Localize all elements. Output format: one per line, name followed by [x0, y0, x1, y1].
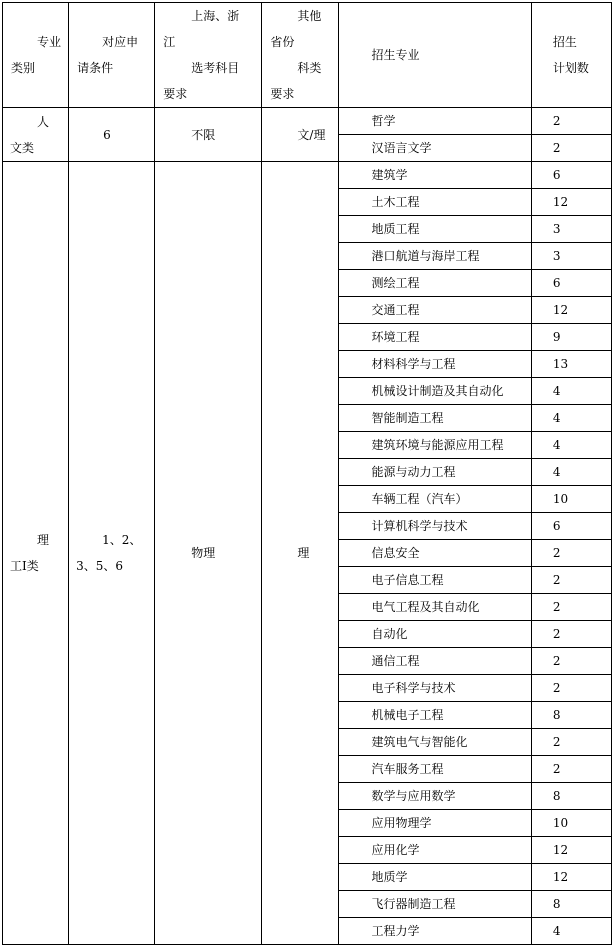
major-name: 信息安全 — [338, 540, 531, 567]
major-name: 建筑环境与能源应用工程 — [338, 432, 531, 459]
major-name: 数学与应用数学 — [338, 783, 531, 810]
category-text: 人 — [37, 114, 50, 129]
category-cell — [3, 108, 69, 162]
major-name: 应用化学 — [338, 837, 531, 864]
plan-count: 8 — [531, 783, 611, 810]
plan-count: 4 — [531, 918, 611, 945]
plan-count: 2 — [531, 108, 611, 135]
plan-count: 10 — [531, 810, 611, 837]
plan-count: 2 — [531, 729, 611, 756]
category-text: 理 — [37, 533, 50, 547]
major-name: 汉语言文学 — [338, 135, 531, 162]
condition-cell — [69, 108, 155, 162]
major-name: 电气工程及其自动化 — [338, 594, 531, 621]
major-name: 机械电子工程 — [338, 702, 531, 729]
plan-count: 12 — [531, 297, 611, 324]
plan-count: 2 — [531, 567, 611, 594]
other-requirement-cell — [262, 108, 338, 162]
major-name: 土木工程 — [338, 189, 531, 216]
major-name: 电子信息工程 — [338, 567, 531, 594]
plan-count: 2 — [531, 621, 611, 648]
category-text: 工I类 — [10, 559, 39, 573]
header-plan-line2: 计划数 — [552, 61, 589, 75]
other-requirement-text: 理 — [297, 546, 310, 560]
header-other-line3: 科类 — [297, 61, 322, 75]
plan-count: 3 — [531, 216, 611, 243]
plan-count: 4 — [531, 459, 611, 486]
major-name: 哲学 — [338, 108, 531, 135]
plan-count: 6 — [531, 513, 611, 540]
major-name: 地质工程 — [338, 216, 531, 243]
major-name: 智能制造工程 — [338, 405, 531, 432]
condition-text: 1、2、 — [102, 533, 142, 547]
other-requirement-text: 文/理 — [297, 127, 326, 142]
major-name: 计算机科学与技术 — [338, 513, 531, 540]
major-name: 电子科学与技术 — [338, 675, 531, 702]
plan-count: 4 — [531, 432, 611, 459]
major-name: 交通工程 — [338, 297, 531, 324]
header-major — [338, 3, 531, 108]
major-name: 飞行器制造工程 — [338, 891, 531, 918]
header-condition-line2: 请条件 — [77, 61, 114, 75]
plan-count: 6 — [531, 162, 611, 189]
plan-count: 10 — [531, 486, 611, 513]
header-category-line2: 类别 — [11, 61, 36, 75]
header-major-label: 招生专业 — [371, 48, 420, 62]
major-name: 机械设计制造及其自动化 — [338, 378, 531, 405]
plan-count: 3 — [531, 243, 611, 270]
header-row — [3, 3, 612, 108]
header-shzj-line2: 江 — [163, 35, 176, 49]
major-name: 材料科学与工程 — [338, 351, 531, 378]
condition-cell — [69, 162, 155, 945]
condition-text: 3、5、6 — [76, 559, 123, 573]
major-name: 港口航道与海岸工程 — [338, 243, 531, 270]
category-cell — [3, 162, 69, 945]
plan-count: 12 — [531, 864, 611, 891]
header-category-line1: 专业 — [37, 35, 62, 49]
major-name: 汽车服务工程 — [338, 756, 531, 783]
major-name: 建筑学 — [338, 162, 531, 189]
header-other-line4: 要求 — [270, 87, 295, 101]
shzj-requirement-text: 不限 — [191, 127, 216, 142]
plan-count: 2 — [531, 540, 611, 567]
plan-count: 2 — [531, 594, 611, 621]
category-text: 文类 — [10, 140, 35, 155]
header-other-line2: 省份 — [270, 35, 295, 49]
table-row — [3, 108, 612, 135]
major-name: 测绘工程 — [338, 270, 531, 297]
other-requirement-cell — [262, 162, 338, 945]
plan-count: 2 — [531, 756, 611, 783]
header-plan-line1: 招生 — [552, 35, 577, 49]
major-name: 车辆工程（汽车） — [338, 486, 531, 513]
major-name: 工程力学 — [338, 918, 531, 945]
major-name: 环境工程 — [338, 324, 531, 351]
major-name: 通信工程 — [338, 648, 531, 675]
plan-count: 8 — [531, 702, 611, 729]
plan-count: 8 — [531, 891, 611, 918]
header-shzj-line4: 要求 — [163, 87, 188, 101]
major-name: 建筑电气与智能化 — [338, 729, 531, 756]
header-plan — [531, 3, 611, 108]
plan-count: 12 — [531, 837, 611, 864]
condition-text: 6 — [103, 127, 111, 142]
plan-count: 4 — [531, 378, 611, 405]
header-condition — [69, 3, 155, 108]
major-name: 能源与动力工程 — [338, 459, 531, 486]
major-name: 地质学 — [338, 864, 531, 891]
plan-count: 2 — [531, 135, 611, 162]
shzj-requirement-text: 物理 — [191, 546, 216, 560]
header-other-requirement — [262, 3, 338, 108]
header-category — [3, 3, 69, 108]
shzj-requirement-cell — [155, 108, 262, 162]
plan-count: 2 — [531, 648, 611, 675]
plan-count: 6 — [531, 270, 611, 297]
major-name: 应用物理学 — [338, 810, 531, 837]
header-shzj-requirement — [155, 3, 262, 108]
plan-count: 4 — [531, 405, 611, 432]
table-row — [3, 162, 612, 189]
plan-count: 9 — [531, 324, 611, 351]
shzj-requirement-cell — [155, 162, 262, 945]
plan-count: 12 — [531, 189, 611, 216]
enrollment-table — [2, 2, 612, 945]
plan-count: 2 — [531, 675, 611, 702]
plan-count: 13 — [531, 351, 611, 378]
header-shzj-line3: 选考科目 — [191, 61, 240, 75]
header-shzj-line1: 上海、浙 — [191, 9, 240, 23]
header-condition-line1: 对应申 — [102, 35, 139, 49]
major-name: 自动化 — [338, 621, 531, 648]
header-other-line1: 其他 — [297, 9, 322, 23]
